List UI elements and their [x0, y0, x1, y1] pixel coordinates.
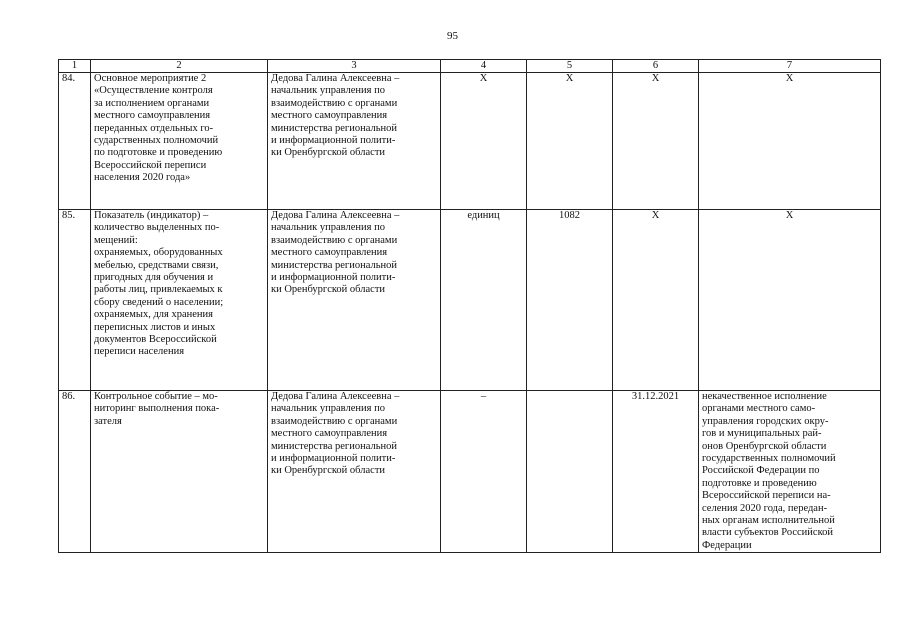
cell-col-6: Х: [613, 210, 699, 391]
cell-col-5: [527, 391, 613, 553]
cell-col-4: единиц: [441, 210, 527, 391]
cell-col-4: Х: [441, 73, 527, 210]
column-header-7: 7: [699, 60, 881, 73]
column-header-3: 3: [268, 60, 441, 73]
event-name: Основное мероприятие 2 «Осуществление контроля за исполнением органами местного самоуправления переданных отдельных го- сударственных полномочий по подготовке и проведению Всероссийской переписи населения 2020 года»: [91, 73, 268, 210]
cell-col-6: 31.12.2021: [613, 391, 699, 553]
document-table: [58, 59, 881, 553]
event-name: Показатель (индикатор) – количество выделенных по- мещений: охраняемых, оборудованных мебелью, средствами связи, пригодных для обучения и работы лиц, привлекаемых к сбору сведений о населении; охраняемых, для хранения переписных листов и иных документов Всероссийской переписи населения: [91, 210, 268, 391]
row-number: 85.: [59, 210, 91, 391]
column-header-6: 6: [613, 60, 699, 73]
event-name: Контрольное событие – мо- ниторинг выполнения пока- зателя: [91, 391, 268, 553]
page-number: 95: [447, 30, 458, 42]
cell-col-5: 1082: [527, 210, 613, 391]
column-header-1: 1: [59, 60, 91, 73]
cell-col-4: –: [441, 391, 527, 553]
column-header-4: 4: [441, 60, 527, 73]
column-header-5: 5: [527, 60, 613, 73]
table-row: [59, 210, 881, 391]
cell-col-7: некачественное исполнение органами местного само- управления городских окру- гов и муниципальных рай- онов Оренбургской области государственных полномочий Российской Федерации по подготовке и проведению Всероссийской переписи на- селения 2020 года, передан- ных органам исполнительной власти субъектов Российской Федерации: [699, 391, 881, 553]
column-header-2: 2: [91, 60, 268, 73]
header-row: [59, 60, 881, 73]
table-row: [59, 73, 881, 210]
row-number: 84.: [59, 73, 91, 210]
cell-col-6: Х: [613, 73, 699, 210]
responsible-person: Дедова Галина Алексеевна – начальник управления по взаимодействию с органами местного самоуправления министерства региональной и информационной полити- ки Оренбургской области: [268, 73, 441, 210]
cell-col-7: Х: [699, 210, 881, 391]
cell-col-5: Х: [527, 73, 613, 210]
responsible-person: Дедова Галина Алексеевна – начальник управления по взаимодействию с органами местного самоуправления министерства региональной и информационной полити- ки Оренбургской области: [268, 391, 441, 553]
table-row: [59, 391, 881, 553]
responsible-person: Дедова Галина Алексеевна – начальник управления по взаимодействию с органами местного самоуправления министерства региональной и информационной полити- ки Оренбургской области: [268, 210, 441, 391]
cell-col-7: Х: [699, 73, 881, 210]
row-number: 86.: [59, 391, 91, 553]
